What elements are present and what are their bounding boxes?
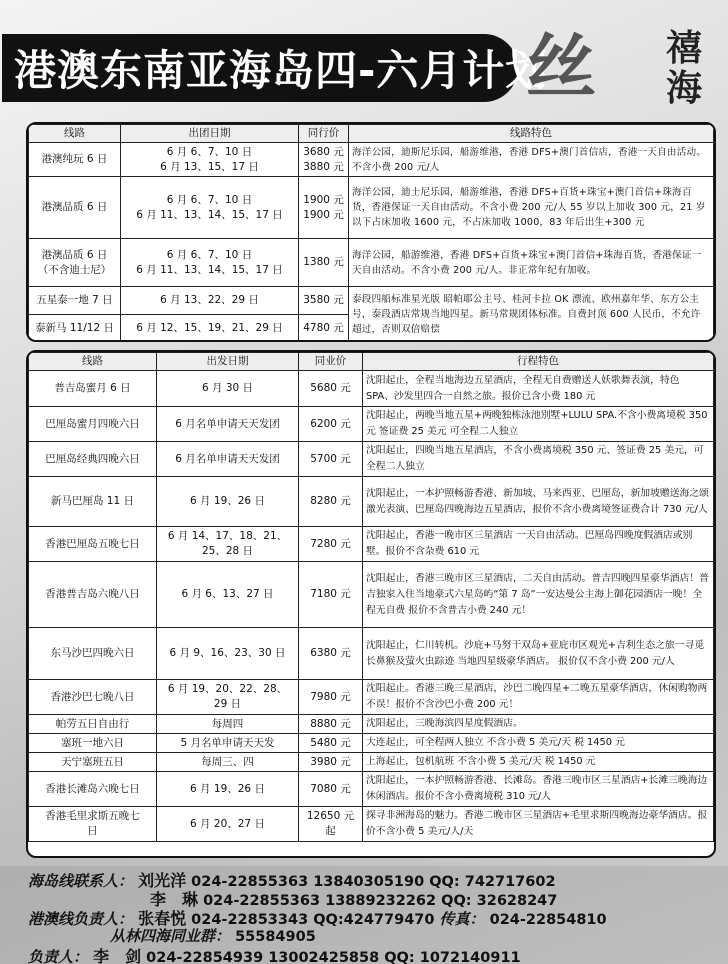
group-label: 从林四海同业群： [110,927,231,945]
col-header-dates: 出团日期 [121,125,299,143]
dates: 6 月 20、27 日 [157,807,299,842]
table-row [29,753,714,772]
col-header-dates: 出发日期 [157,353,299,371]
hk-macau-table-panel [26,122,716,342]
feature: 沈阳起止，三晚海滨四星度假酒店。 [363,715,714,734]
table-row [29,527,714,562]
table-row [29,734,714,753]
table-row [29,772,714,807]
feature: 沈阳起止，全程当地海边五星酒店，全程无自费赠送人妖歌舞表演，特色 SPA、沙发里四合一自然之旅。报价已含小费 180 元 [363,371,714,407]
feature: 沈阳起止，两晚当地五星+两晚独栋泳池别墅+LULU SPA.不含小费离境税 350 元 签证费 25 美元 可全程二人独立 [363,407,714,442]
table-row [29,715,714,734]
dates: 6 月 6、7、10 日 6 月 13、15、17 日 [121,143,299,177]
dates: 6 月 19、20、22、28、 29 日 [157,680,299,715]
contact-label: 负责人： [28,948,89,964]
route: 泰新马 11/12 日 [29,315,121,343]
group-number: 55584905 [235,929,316,945]
dates: 每周四 [157,715,299,734]
route: 天宁塞班五日 [29,753,157,772]
price: 12650 元 起 [299,807,363,842]
route: 港澳品质 6 日 （不含迪士尼） [29,239,121,287]
dates: 6 月 30 日 [157,371,299,407]
route: 香港巴厘岛五晚七日 [29,527,157,562]
feature: 沈阳起止。香港三晚三星酒店，沙巴二晚四星+二晚五星豪华酒店，休闲购物两不误！报价不含沙巴小费 200 元！ [363,680,714,715]
logo-sub-1: 禧 [665,27,702,69]
dates: 6 月 13、22、29 日 [121,287,299,315]
col-header-feature: 行程特色 [363,353,714,371]
route: 巴厘岛蜜月四晚六日 [29,407,157,442]
table-header [29,125,714,143]
route: 香港长滩岛六晚七日 [29,772,157,807]
table-row [29,807,714,842]
route: 五星泰一地 7 日 [29,287,121,315]
price: 5700 元 [299,442,363,477]
island-table [28,352,714,842]
route: 普吉岛蜜月 6 日 [29,371,157,407]
dates: 6 月 6、7、10 日 6 月 11、13、14、15、17 日 [121,239,299,287]
price: 5480 元 [299,734,363,753]
table-row [29,407,714,442]
contact-name: 李 琳 [150,890,199,909]
dates: 6 月名单申请天天发团 [157,442,299,477]
table-row [29,177,714,239]
table-row [29,477,714,527]
hk-macau-table [28,124,714,342]
col-header-price: 同行价 [299,125,349,143]
route: 港澳纯玩 6 日 [29,143,121,177]
contact-phone: 024-22853343 QQ:424779470 [191,912,435,928]
price: 8280 元 [299,477,363,527]
table-header [29,353,714,371]
contact-name: 李 剑 [93,947,142,964]
price: 3580 元 [299,287,349,315]
route: 东马沙巴四晚六日 [29,628,157,680]
contact-label: 港澳线负责人： [28,910,134,928]
price: 4780 元 [299,315,349,343]
price: 7980 元 [299,680,363,715]
table-row [29,680,714,715]
contact-phone: 024-22854939 13002425858 QQ: 1072140911 [146,950,521,964]
page-title: 港澳东南亚海岛四-六月计划 [14,46,549,95]
dates: 6 月 19、26 日 [157,477,299,527]
price: 3980 元 [299,753,363,772]
logo-sub-2: 海 [665,67,702,109]
dates: 6 月 12、15、19、21、29 日 [121,315,299,343]
fax-number: 024-22854810 [489,912,607,928]
col-header-route: 线路 [29,125,121,143]
feature: 沈阳起止，一本护照畅游香港、长滩岛。香港三晚市区三星酒店+长滩三晚海边休闲酒店。报价不含小费离境税 310 元/人 [363,772,714,807]
feature: 沈阳起止，四晚当地五星酒店，不含小费离境税 350 元、签证费 25 美元，可全程二人独立 [363,442,714,477]
col-header-feature: 线路特色 [349,125,714,143]
feature: 沈阳起止，仁川转机。沙庇+马努干双岛+亚庇市区观光+吉利生态之旅一寻觅长鼻猴及萤火虫踪迹 当地四星级豪华酒店。 报价仅不含小费 200 元/人 [363,628,714,680]
table-row [29,628,714,680]
table-row [29,287,714,315]
table-row [29,442,714,477]
price: 7080 元 [299,772,363,807]
dates: 5 月名单申请天天发 [157,734,299,753]
price: 6200 元 [299,407,363,442]
route: 帕劳五日自由行 [29,715,157,734]
table-row [29,562,714,628]
feature: 海洋公园，船游维港，香港 DFS+百货+珠宝+澳门首信+珠海百货，香港保证一天自由活动。不含小费 200 元/人。非正常年纪有加收。 [349,239,714,287]
feature: 沈阳起止，香港三晚市区三星酒店，二天自由活动。普吉四晚四星豪华酒店！普吉独家入住当地豪式六星岛屿“第 7 岛”一安达曼公主海上御花园酒店一晚！全程无自费 报价不含普吉小费 240 元！ [363,562,714,628]
col-header-price: 同业价 [299,353,363,371]
dates: 6 月 19、26 日 [157,772,299,807]
price: 1380 元 [299,239,349,287]
contact-line-5 [28,944,521,964]
dates: 6 月 9、16、23、30 日 [157,628,299,680]
dates: 6 月 6、7、10 日 6 月 11、13、14、15、17 日 [121,177,299,239]
route: 香港普吉岛六晚八日 [29,562,157,628]
col-header-route: 线路 [29,353,157,371]
feature: 海洋公园，迪士尼乐园，船游维港，香港 DFS+百货+珠宝+澳门首信+珠海百货，香港保证一天自由活动。不含小费 200 元/人 55 岁以上加收 300 元，21 岁以下占床加收 1600 元，不占床加收 1000，83 年后出生+300 元 [349,177,714,239]
contact-line-4 [110,925,316,946]
contact-footer [0,866,728,964]
price: 3680 元 3880 元 [299,143,349,177]
dates: 6 月 6、13、27 日 [157,562,299,628]
feature: 探寻非洲海岛的魅力。香港二晚市区三星酒店+毛里求斯四晚海边豪华酒店。报价不含小费 5 美元/人/天 [363,807,714,842]
feature: 海洋公园，迪斯尼乐园，船游维港，香港 DFS+澳门首信店，香港一天自由活动。 不含小费 200 元/人 [349,143,714,177]
price: 6380 元 [299,628,363,680]
price: 7180 元 [299,562,363,628]
contact-phone: 024-22855363 13889232262 QQ: 32628247 [203,893,558,909]
table-row [29,371,714,407]
contact-name: 张春悦 [138,909,187,928]
price: 5680 元 [299,371,363,407]
table-row [29,239,714,287]
price: 8880 元 [299,715,363,734]
fax-label: 传真： [439,910,485,928]
dates: 6 月 14、17、18、21、 25、28 日 [157,527,299,562]
island-table-panel [26,350,716,858]
logo-sub [646,28,722,108]
route: 塞班一地六日 [29,734,157,753]
feature: 大连起止，可全程两人独立 不含小费 5 美元/天 税 1450 元 [363,734,714,753]
header [0,0,728,118]
dates: 每周三、四 [157,753,299,772]
contact-label: 海岛线联系人： [28,872,134,890]
contact-phone: 024-22855363 13840305190 QQ: 742717602 [191,874,556,890]
feature: 沈阳起止，香港一晚市区三星酒店 一天自由活动。巴厘岛四晚度假酒店或别墅。报价不含杂费 610 元 [363,527,714,562]
logo-main: 丝 [526,25,596,108]
feature: 泰段四船标准星光版 昭帕耶公主号、桂河卡拉 OK 漂流、欧州嘉年华、东方公主号，泰段酒店常规当地四星。新马常规团体标准。自费封顶 600 人民币，不允许超过，否则双倍赔偿 [349,287,714,343]
route: 新马巴厘岛 11 日 [29,477,157,527]
logo [526,22,722,112]
dates: 6 月名单申请天天发团 [157,407,299,442]
route: 港澳品质 6 日 [29,177,121,239]
route: 巴厘岛经典四晚六日 [29,442,157,477]
route: 香港沙巴七晚八日 [29,680,157,715]
route: 香港毛里求斯五晚七 日 [29,807,157,842]
table-row [29,143,714,177]
feature: 沈阳起止，一本护照畅游香港、新加坡、马来西亚、巴厘岛，新加坡赠送海之颂激光表演、巴厘岛四晚海边五星酒店，报价不含小费离境签证费合计 730 元/人 [363,477,714,527]
price: 1900 元 1900 元 [299,177,349,239]
contact-name: 刘光洋 [138,871,187,890]
feature: 上海起止，包机航班 不含小费 5 美元/天 税 1450 元 [363,753,714,772]
price: 7280 元 [299,527,363,562]
